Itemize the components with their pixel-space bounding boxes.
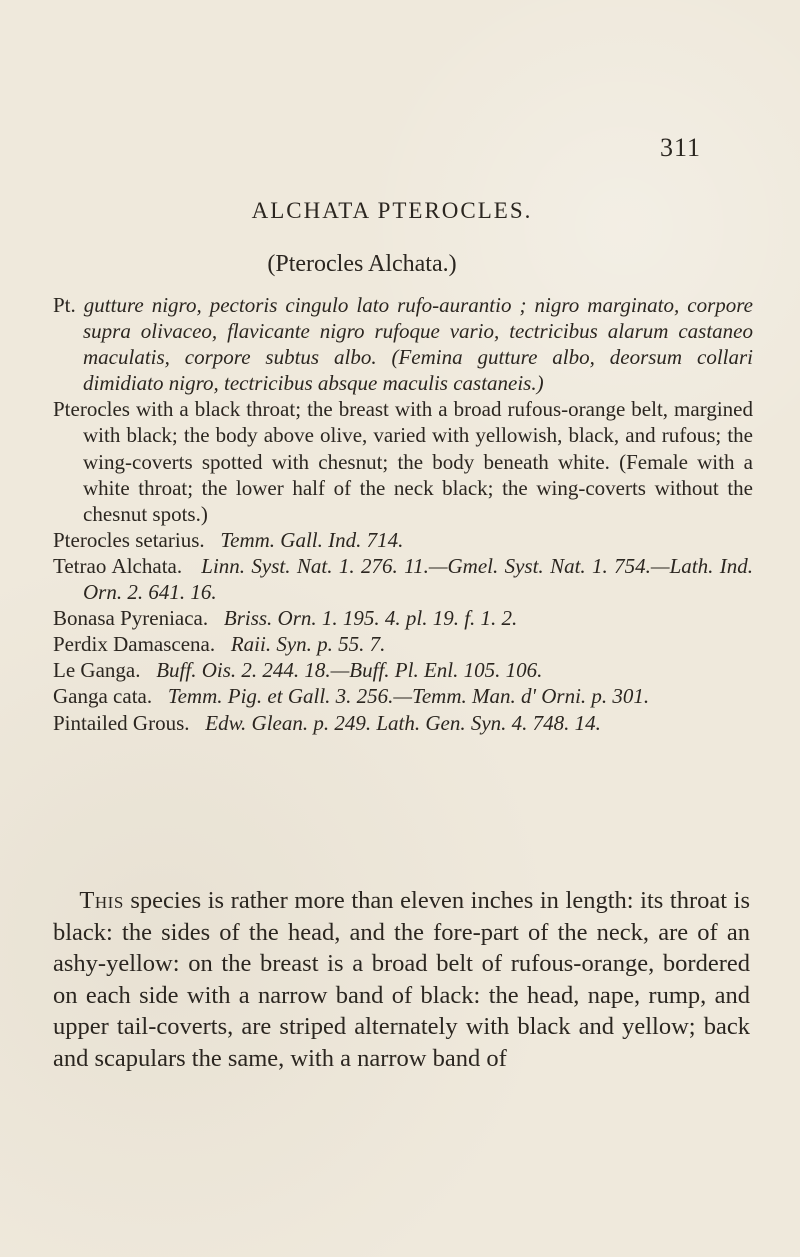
entry-citation: gutture nigro, pectoris cingulo lato rufo-aurantio ; nigro marginato, corpore supra olivaceo, flavicante nigro rufoque vario, tectricibus alarum castaneo maculatis, corpore subtus albo. (Femina gutture albo, deorsum collari dimidiato nigro, tectricibus absque maculis castaneis.)	[83, 293, 753, 396]
species-latin-name: (Pterocles Alchata.)	[267, 251, 457, 277]
entry-lead: Bonasa Pyreniaca.	[53, 606, 209, 631]
entry-lead: Perdix Damascena.	[53, 632, 216, 657]
entry-citation: Temm. Pig. et Gall. 3. 256.—Temm. Man. d' Orni. p. 301.	[167, 684, 650, 709]
entry-lead: Ganga cata.	[53, 684, 153, 709]
description-text: species is rather more than eleven inches in length: its throat is black: the sides of the head, and the fore-part of the neck, are of an ashy-yellow: on the breast is a broad belt of rufous-orange, bordered on each side with a narrow band of black: the head, nape, rump, and upper tail-coverts, are striped alternately with black and yellow; back and scapulars the same, with a narrow band of	[53, 887, 751, 1072]
entry-citation: Buff. Ois. 2. 244. 18.—Buff. Pl. Enl. 105. 106.	[156, 658, 543, 683]
synonymy-entry	[53, 605, 753, 631]
page-number: 311	[660, 133, 702, 162]
description-first-word: This	[79, 887, 124, 914]
synonymy-list	[53, 292, 753, 736]
entry-lead: Pterocles with a black throat; the breast with a broad rufous-orange belt, margined with black; the body above olive, varied with yellowish, black, and rufous; the wing-coverts spotted with chesnut; the body beneath white. (Female with a white throat; the lower half of the neck black; the wing-coverts without the chesnut spots.)	[53, 397, 753, 526]
entry-citation: Temm. Gall. Ind. 714.	[220, 527, 404, 552]
synonymy-entry	[53, 631, 753, 657]
species-description	[53, 885, 750, 1074]
entry-citation: Linn. Syst. Nat. 1. 276. 11.—Gmel. Syst. Nat. 1. 754.—Lath. Ind. Orn. 2. 641. 16.	[83, 553, 753, 605]
entry-citation: Raii. Syn. p. 55. 7.	[230, 632, 386, 657]
synonymy-entry-latin-diagnosis	[53, 292, 753, 396]
entry-citation: Edw. Glean. p. 249. Lath. Gen. Syn. 4. 748. 14.	[205, 710, 601, 735]
entry-lead: Le Ganga.	[53, 658, 141, 683]
entry-lead: Pintailed Grous.	[53, 710, 190, 735]
synonymy-entry	[53, 683, 753, 709]
species-title: ALCHATA PTEROCLES.	[251, 198, 533, 223]
synonymy-entry-english-diagnosis	[53, 396, 753, 526]
entry-citation: Briss. Orn. 1. 195. 4. pl. 19. f. 1. 2.	[223, 606, 518, 631]
entry-lead: Pt.	[53, 293, 76, 317]
synonymy-entry	[53, 657, 753, 683]
synonymy-entry	[53, 527, 753, 553]
entry-lead: Pterocles setarius.	[53, 527, 205, 552]
entry-lead: Tetrao Alchata.	[53, 553, 183, 578]
synonymy-entry	[53, 553, 753, 605]
synonymy-entry	[53, 710, 753, 736]
